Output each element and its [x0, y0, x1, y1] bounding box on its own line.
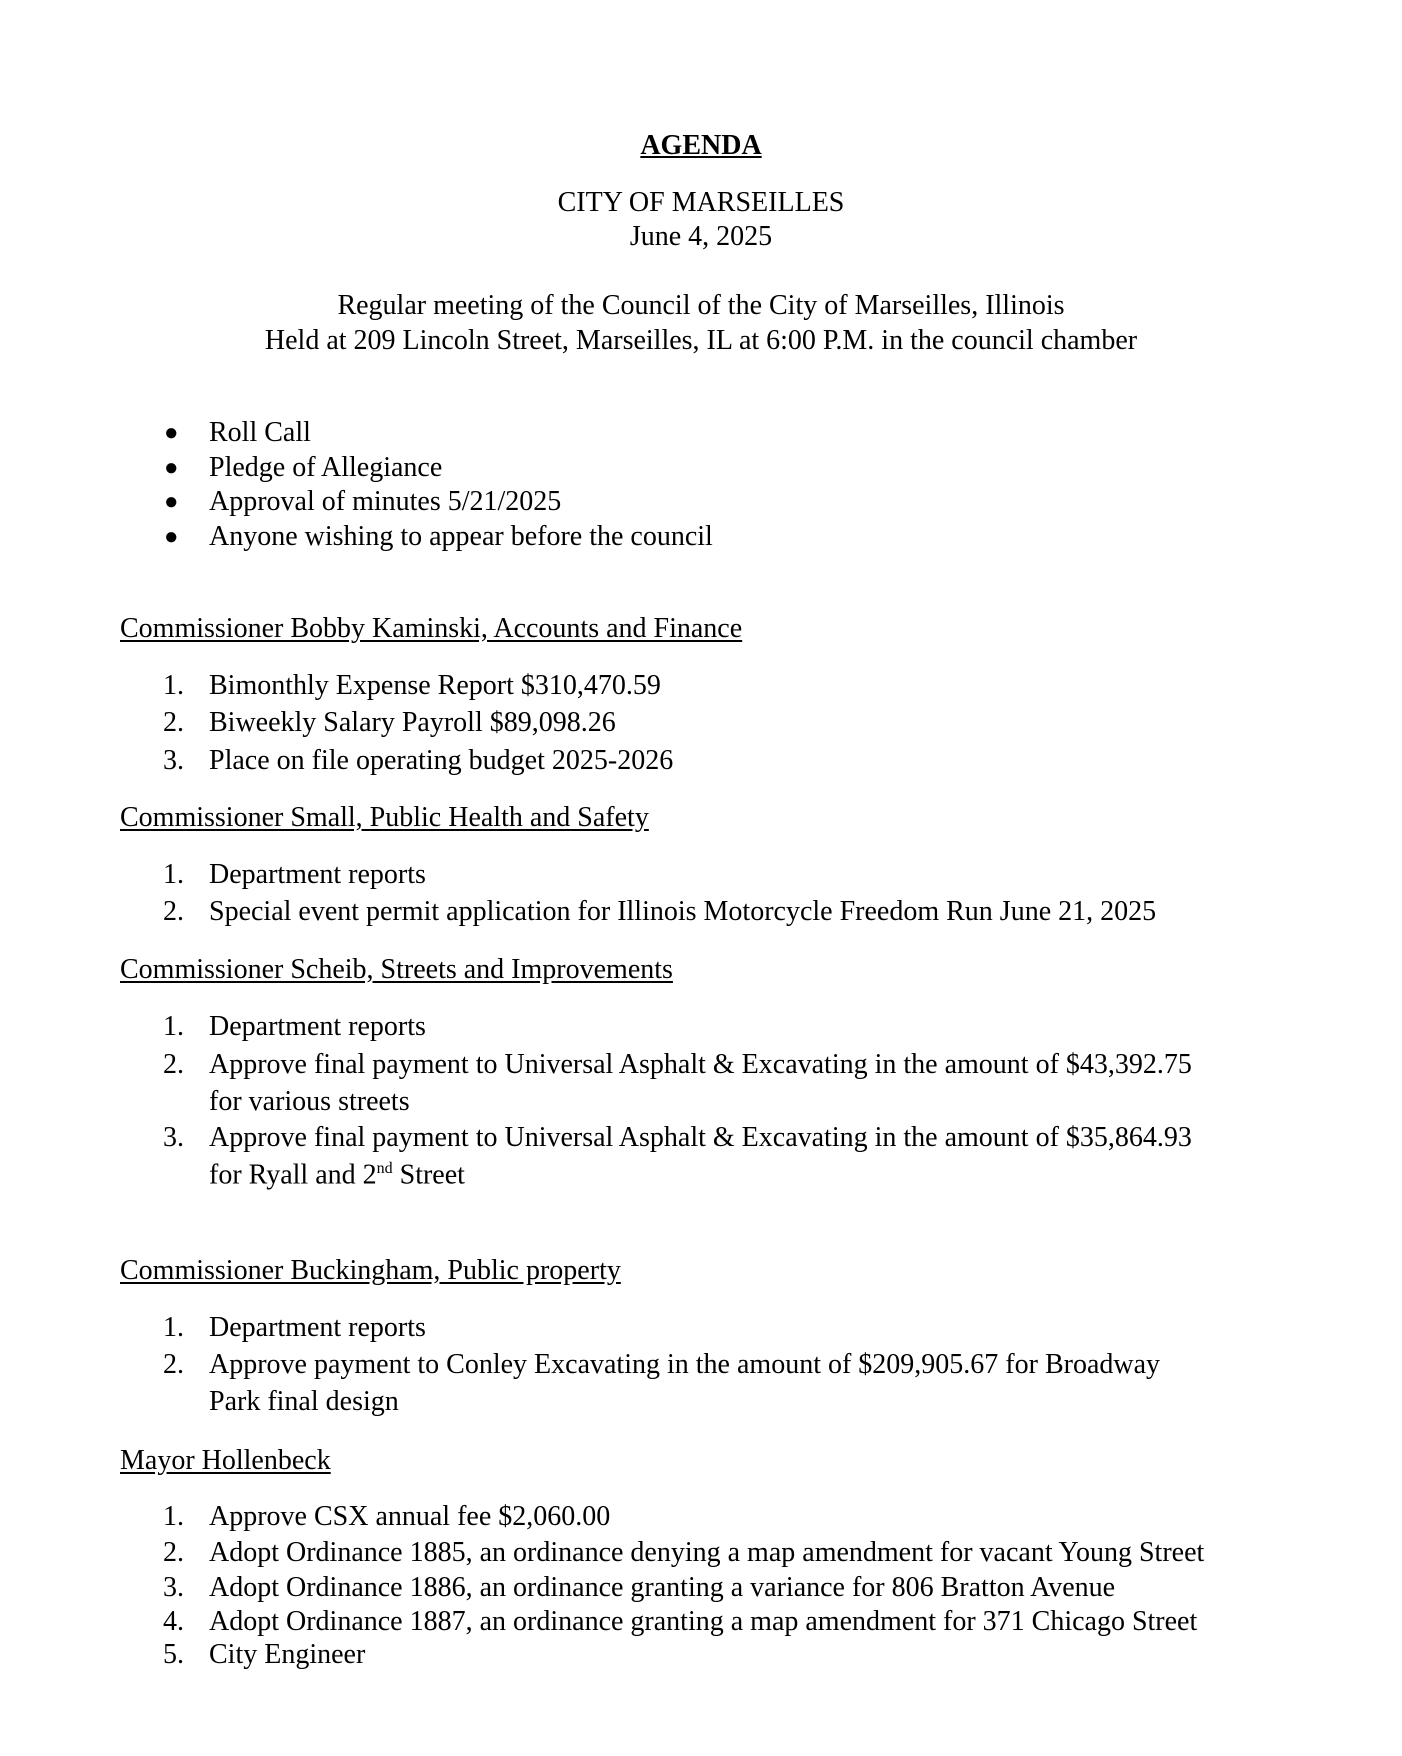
- list-item: Special event permit application for Illinois Motorcycle Freedom Run June 21, 2025: [209, 896, 1157, 927]
- list-item: Adopt Ordinance 1886, an ordinance granting a variance for 806 Bratton Avenue: [209, 1572, 1116, 1603]
- list-item-continuation: Park final design: [209, 1386, 399, 1417]
- list-item: Approve final payment to Universal Asphalt & Excavating in the amount of $43,392.75: [209, 1049, 1192, 1080]
- list-item: Anyone wishing to appear before the council: [209, 521, 713, 552]
- item-number: 2.: [163, 707, 184, 738]
- list-item: Department reports: [209, 1011, 426, 1042]
- city-name: CITY OF MARSEILLES: [557, 187, 845, 218]
- section-heading: Mayor Hollenbeck: [120, 1445, 331, 1476]
- bullet-icon: ●: [164, 489, 179, 515]
- list-item: Adopt Ordinance 1885, an ordinance denying a map amendment for vacant Young Street: [209, 1537, 1205, 1568]
- item-number: 2.: [163, 1049, 184, 1080]
- item-number: 1.: [163, 1011, 184, 1042]
- meeting-description: Regular meeting of the Council of the City of Marseilles, Illinois: [337, 290, 1065, 321]
- list-item: City Engineer: [209, 1639, 366, 1670]
- list-item: Place on file operating budget 2025-2026: [209, 745, 674, 776]
- bullet-icon: ●: [164, 524, 179, 550]
- item-number: 2.: [163, 896, 184, 927]
- section-heading: Commissioner Scheib, Streets and Improvements: [120, 954, 673, 985]
- section-heading: Commissioner Buckingham, Public property: [120, 1255, 621, 1286]
- list-item: Pledge of Allegiance: [209, 452, 443, 483]
- item-number: 1.: [163, 859, 184, 890]
- list-item: Approval of minutes 5/21/2025: [209, 486, 562, 517]
- list-item: Approve CSX annual fee $2,060.00: [209, 1501, 611, 1532]
- list-item: Approve payment to Conley Excavating in the amount of $209,905.67 for Broadway: [209, 1349, 1161, 1380]
- item-number: 3.: [163, 745, 184, 776]
- section-heading: Commissioner Bobby Kaminski, Accounts and Finance: [120, 613, 743, 644]
- item-number: 3.: [163, 1572, 184, 1603]
- list-item: Biweekly Salary Payroll $89,098.26: [209, 707, 616, 738]
- list-item: Roll Call: [209, 417, 311, 448]
- item-number: 1.: [163, 670, 184, 701]
- item-number: 5.: [163, 1639, 184, 1670]
- bullet-icon: ●: [164, 420, 179, 446]
- list-item-continuation: for various streets: [209, 1086, 410, 1117]
- item-number: 1.: [163, 1501, 184, 1532]
- ordinal-suffix: nd: [376, 1160, 393, 1177]
- list-item: Department reports: [209, 1312, 426, 1343]
- list-item-continuation: for Ryall and 2nd Street: [209, 1159, 465, 1191]
- item-number: 4.: [163, 1606, 184, 1637]
- bullet-icon: ●: [164, 455, 179, 481]
- item-number: 1.: [163, 1312, 184, 1343]
- item-number: 3.: [163, 1122, 184, 1153]
- meeting-location: Held at 209 Lincoln Street, Marseilles, IL at 6:00 P.M. in the council chamber: [264, 325, 1138, 356]
- item-number: 2.: [163, 1349, 184, 1380]
- item-number: 2.: [163, 1537, 184, 1568]
- agenda-title: AGENDA: [640, 130, 762, 161]
- list-item: Department reports: [209, 859, 426, 890]
- meeting-date: June 4, 2025: [629, 221, 773, 252]
- list-item: Bimonthly Expense Report $310,470.59: [209, 670, 661, 701]
- list-item: Adopt Ordinance 1887, an ordinance granting a map amendment for 371 Chicago Street: [209, 1606, 1198, 1637]
- list-item: Approve final payment to Universal Asphalt & Excavating in the amount of $35,864.93: [209, 1122, 1192, 1153]
- section-heading: Commissioner Small, Public Health and Safety: [120, 802, 649, 833]
